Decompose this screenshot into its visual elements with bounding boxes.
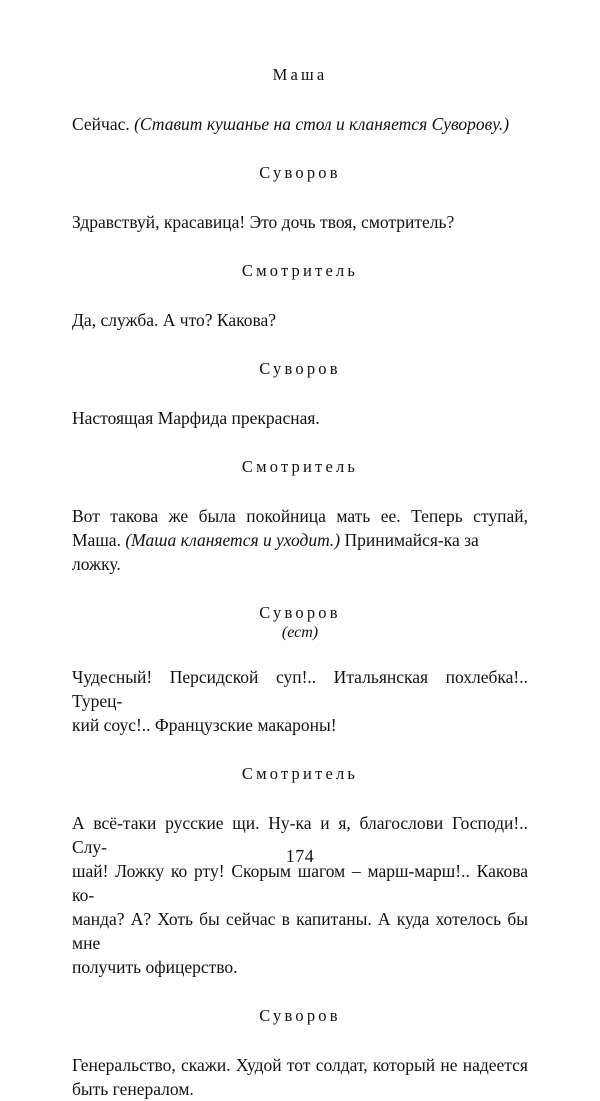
dialogue-line: Настоящая Марфида прекрасная. <box>72 408 320 428</box>
speaker-masha: Маша <box>272 65 328 84</box>
dialogue-text: шай! Ложку ко рту! Скорым шагом – марш-марш!.. Какова ко- <box>72 861 528 905</box>
dialogue-text: Чудесный! Персидской суп!.. Итальянская похлебка!.. Турец- <box>72 667 528 711</box>
speaker-suvorov: Суворов <box>259 603 341 622</box>
dialogue-line <box>72 112 528 136</box>
page-body <box>72 62 528 1101</box>
dialogue-line: Здравствуй, красавица! Это дочь твоя, смотритель? <box>72 212 455 232</box>
stage-direction: (Маша кланяется и уходит.) <box>125 530 341 550</box>
dialogue-paragraph <box>72 1053 528 1101</box>
dialogue-text: Маша. <box>72 530 126 550</box>
dialogue-text: манда? А? Хоть бы сейчас в капитаны. А куда хотелось бы мне <box>72 909 528 953</box>
dialogue-text: Генеральство, скажи. Худой тот солдат, который не надеется <box>72 1055 528 1075</box>
dialogue-paragraph <box>72 504 528 576</box>
dialogue-paragraph <box>72 665 528 737</box>
dialogue-text: кий соус!.. Французские макароны! <box>72 715 337 735</box>
dialogue-line: Да, служба. А что? Какова? <box>72 310 277 330</box>
dialogue-text: Сейчас. <box>72 114 135 134</box>
dialogue-text: получить офицерство. <box>72 957 238 977</box>
dialogue-text-line <box>72 528 528 576</box>
speaker-suvorov: Суворов <box>259 1006 341 1025</box>
dialogue-text: А всё-таки русские щи. Ну-ка и я, благослови Господи!.. Слу- <box>72 813 528 857</box>
speaker-suvorov: Суворов <box>259 359 341 378</box>
page-number: 174 <box>285 846 315 866</box>
speaker-suvorov: Суворов <box>259 163 341 182</box>
stage-direction: (ест) <box>281 624 319 641</box>
speaker-smotritel: Смотритель <box>241 457 359 476</box>
stage-direction: (Ставит кушанье на стол и кланяется Суворову.) <box>134 114 510 134</box>
dialogue-text: быть генералом. <box>72 1079 194 1099</box>
dialogue-text: Вот такова же была покойница мать ее. Теперь ступай, <box>72 506 528 526</box>
speaker-smotritel: Смотритель <box>241 261 359 280</box>
dialogue-text: Принимайся-ка за ложку. <box>72 530 479 574</box>
speaker-smotritel: Смотритель <box>241 764 359 783</box>
dialogue-paragraph <box>72 811 528 979</box>
